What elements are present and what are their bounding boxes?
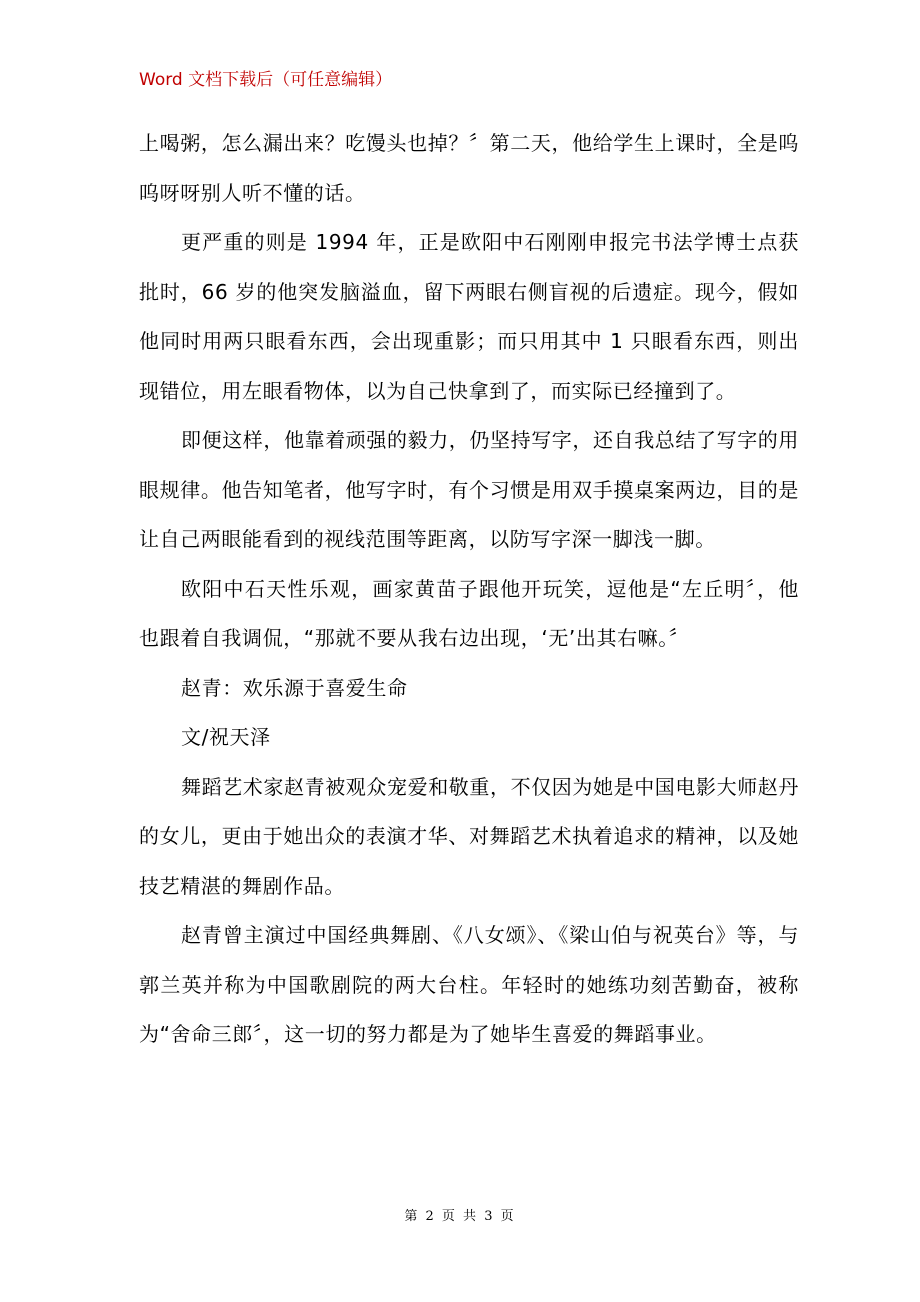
document-body xyxy=(139,119,799,1060)
section-title: 赵青：欢乐源于喜爱生命 xyxy=(181,675,408,700)
paragraph-1: 上喝粥，怎么漏出来？吃馒头也掉？〞第二天，他给学生上课时，全是呜呜呀呀别人听不懂的话。 xyxy=(139,131,799,205)
download-note-header: Word 文档下载后（可任意编辑） xyxy=(139,70,393,90)
paragraph-2: 更严重的则是 1994 年，正是欧阳中石刚刚申报完书法学博士点获批时，66 岁的他突发脑溢血，留下两眼右侧盲视的后遗症。现今，假如他同时用两只眼看东西，会出现重影；而只用其中 1 只眼看东西，则出现错位，用左眼看物体，以为自己快拿到了，而实际已经撞到了。 xyxy=(139,230,799,403)
paragraph-3: 即便这样，他靠着顽强的毅力，仍坚持写字，还自我总结了写字的用眼规律。他告知笔者，他写字时，有个习惯是用双手摸桌案两边，目的是让自己两眼能看到的视线范围等距离，以防写字深一脚浅一脚。 xyxy=(139,428,799,551)
paragraph-6: 赵青曾主演过中国经典舞剧、《八女颂》、《梁山伯与祝英台》等，与郭兰英并称为中国歌剧院的两大台柱。年轻时的她练功刻苦勤奋，被称为“舍命三郎〞，这一切的努力都是为了她毕生喜爱的舞蹈事业。 xyxy=(139,923,799,1046)
paragraph-4: 欧阳中石天性乐观，画家黄苗子跟他开玩笑，逗他是“左丘明〞，他也跟着自我调侃，“那就不要从我右边出现，‘无’出其右嘛。〞 xyxy=(139,576,799,650)
page-number-footer: 第 2 页 共 3 页 xyxy=(404,1209,516,1224)
section-byline: 文/祝天泽 xyxy=(181,725,271,749)
paragraph-5: 舞蹈艺术家赵青被观众宠爱和敬重，不仅因为她是中国电影大师赵丹的女儿，更由于她出众的表演才华、对舞蹈艺术执着追求的精神，以及她技艺精湛的舞剧作品。 xyxy=(139,774,799,898)
